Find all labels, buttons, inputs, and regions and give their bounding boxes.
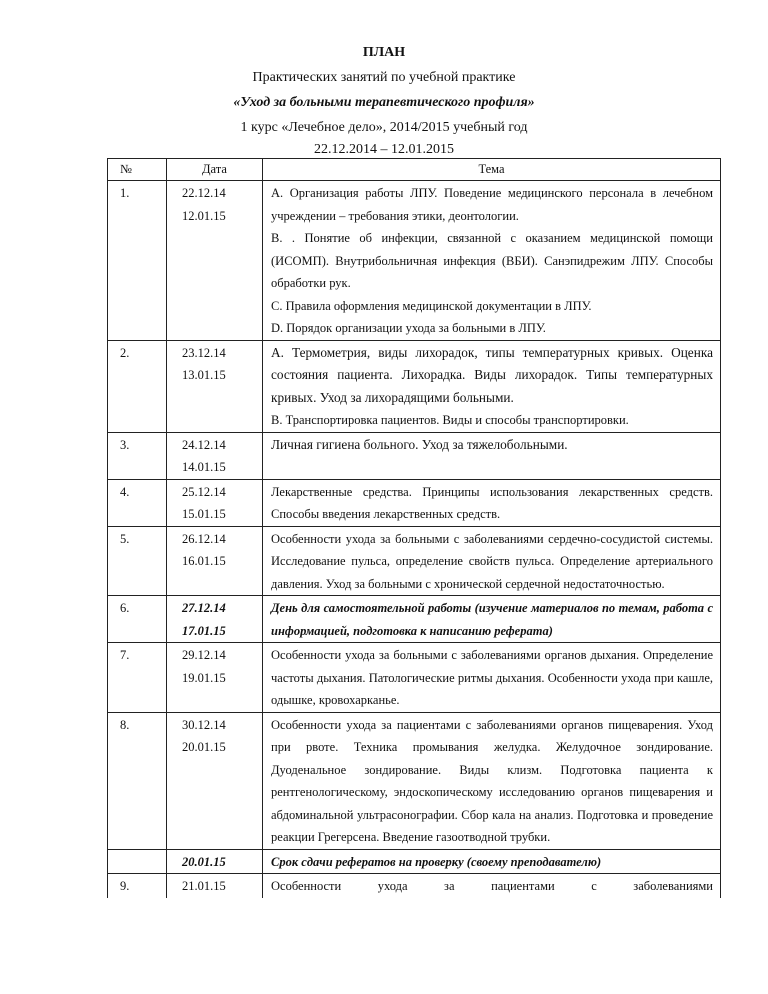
table-row — [108, 432, 721, 479]
row-dates — [167, 849, 263, 874]
table-row — [108, 596, 721, 643]
row-number: 7. — [108, 643, 167, 713]
row-date: 21.01.15 — [182, 879, 226, 893]
topic-item: B. Транспортировка пациентов. Виды и способы транспортировки. — [271, 413, 629, 427]
row-number: 3. — [108, 432, 167, 479]
row-date: 17.01.15 — [182, 623, 226, 638]
row-number — [108, 849, 167, 874]
topic-item: Лекарственные средства. Принципы использования лекарственных средств. Способы введения лекарственных средств. — [271, 484, 713, 521]
row-date: 20.01.15 — [182, 854, 226, 869]
row-date: 20.01.15 — [182, 740, 226, 754]
table-row — [108, 479, 721, 526]
topic-item: A. Организация работы ЛПУ. Поведение медицинского персонала в лечебном учреждении – требования этики, деонтологии. — [271, 186, 713, 223]
topic-item: Особенности ухода за больными с заболеваниями органов дыхания. Определение частоты дыхания. Патологические ритмы дыхания. Особенности ухода при кашле, одышке, кровохарканье. — [271, 648, 713, 707]
table-row — [108, 849, 721, 874]
row-topic — [263, 874, 721, 898]
row-number: 2. — [108, 340, 167, 432]
topic-item: B. . Понятие об инфекции, связанной с оказанием медицинской помощи (ИСОМП). Внутрибольничная инфекция (ВБИ). Санэпидрежим ЛПУ. Способы обработки рук. — [271, 231, 713, 290]
row-number: 6. — [108, 596, 167, 643]
row-topic — [263, 181, 721, 341]
row-date: 30.12.14 — [182, 717, 226, 732]
row-date: 13.01.15 — [182, 368, 226, 382]
row-dates — [167, 479, 263, 526]
page-subtitle: Практических занятий по учебной практике — [252, 70, 516, 85]
table-header-row — [108, 159, 721, 181]
row-date: 19.01.15 — [182, 670, 226, 685]
row-date: 29.12.14 — [182, 648, 226, 662]
course-name: «Уход за больными терапевтического профиля» — [233, 95, 535, 110]
row-date: 23.12.14 — [182, 345, 226, 360]
topic-item: Особенности ухода за пациентами с заболеваниями органов пищеварения. Уход при рвоте. Техника промывания желудка. Желудочное зондирование. Дуоденальное зондирование. Виды клизм. Подготовка пациента к рентгенологическому, эндоскопическому исследованию органов пищеварения и абдоминальной ультрасонографии. Сбор кала на анализ. Подготовка и проведение реакции Грегерсена. Введение газоотводной трубки. — [271, 717, 713, 844]
topic-item: C. Правила оформления медицинской документации в ЛПУ. — [271, 298, 592, 313]
topic-item: Особенности ухода за больными с заболеваниями сердечно-сосудистой системы. Исследование пульса, определение свойств пульса. Определение артериального давления. Уход за больными с хронической сердечной недостаточностью. — [271, 531, 713, 591]
row-topic — [263, 479, 721, 526]
row-date: 22.12.14 — [182, 186, 226, 200]
row-topic — [263, 596, 721, 643]
table-row — [108, 526, 721, 596]
row-dates — [167, 432, 263, 479]
table-row — [108, 340, 721, 432]
column-header-topic: Тема — [263, 159, 721, 181]
row-date: 14.01.15 — [182, 460, 226, 474]
topic-item: Особенности ухода за пациентами с заболеваниями — [271, 879, 713, 893]
row-topic — [263, 526, 721, 596]
row-topic — [263, 643, 721, 713]
topic-item: День для самостоятельной работы (изучение материалов по темам, работа с информацией, подготовка к написанию реферата) — [271, 601, 713, 638]
row-dates — [167, 526, 263, 596]
row-dates — [167, 596, 263, 643]
row-date: 27.12.14 — [182, 601, 226, 615]
topic-item: D. Порядок организации ухода за больными в ЛПУ. — [271, 321, 546, 335]
topic-item: Личная гигиена больного. Уход за тяжелобольными. — [271, 436, 568, 452]
table-row — [108, 181, 721, 341]
row-topic — [263, 432, 721, 479]
row-topic — [263, 340, 721, 432]
page-title: ПЛАН — [362, 45, 406, 60]
row-topic — [263, 712, 721, 849]
row-dates — [167, 181, 263, 341]
course-info: 1 курс «Лечебное дело», 2014/2015 учебный год — [240, 120, 528, 135]
row-dates — [167, 643, 263, 713]
period: 22.12.2014 – 12.01.2015 — [314, 142, 454, 157]
row-number: 8. — [108, 712, 167, 849]
row-date: 25.12.14 — [182, 484, 226, 499]
table-row — [108, 712, 721, 849]
column-header-date: Дата — [167, 159, 263, 181]
column-header-number: № — [108, 159, 167, 181]
row-date: 26.12.14 — [182, 531, 226, 546]
topic-item: Срок сдачи рефератов на проверку (своему преподавателю) — [271, 854, 602, 869]
row-date: 15.01.15 — [182, 507, 226, 521]
row-number: 9. — [108, 874, 167, 898]
schedule-table — [107, 158, 721, 898]
row-date: 12.01.15 — [182, 208, 226, 223]
row-date: 24.12.14 — [182, 437, 226, 452]
row-topic — [263, 849, 721, 874]
row-number: 5. — [108, 526, 167, 596]
row-dates — [167, 340, 263, 432]
table-row — [108, 874, 721, 898]
row-number: 1. — [108, 181, 167, 341]
row-dates — [167, 712, 263, 849]
row-number: 4. — [108, 479, 167, 526]
row-date: 16.01.15 — [182, 554, 226, 568]
row-dates — [167, 874, 263, 898]
topic-item: A. Термометрия, виды лихорадок, типы температурных кривых. Оценка состояния пациента. Лихорадка. Виды лихорадок. Типы температурных кривых. Уход за лихорадящими больными. — [271, 344, 713, 405]
table-row — [108, 643, 721, 713]
